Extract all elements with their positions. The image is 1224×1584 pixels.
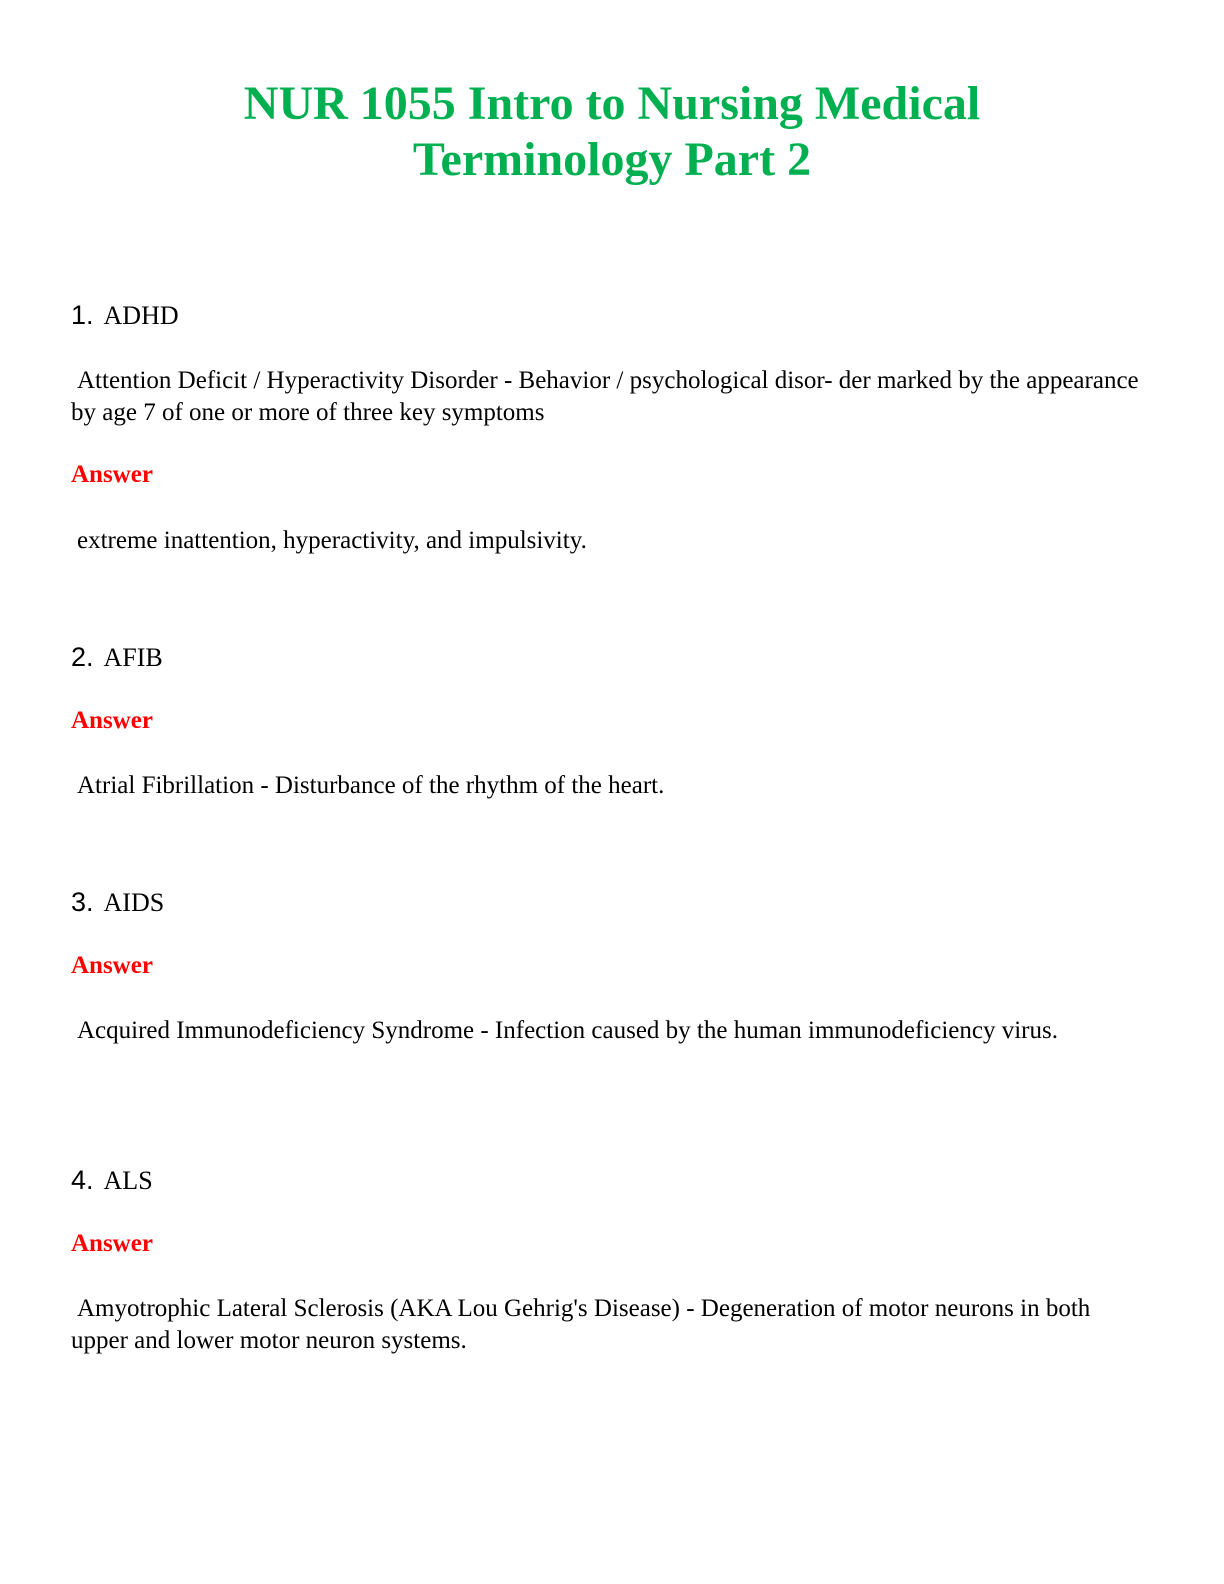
question-3-number: 3. [71, 887, 94, 917]
question-1-description: Attention Deficit / Hyperactivity Disorder - Behavior / psychological disor- der marked by the appearance by age 7 of one or more of three key symptoms [71, 367, 1139, 426]
question-2-number: 2. [71, 642, 94, 672]
question-4-answer-label: Answer [71, 1230, 153, 1257]
question-3-answer: Acquired Immunodeficiency Syndrome - Infection caused by the human immunodeficiency virus. [77, 1017, 1058, 1044]
question-3-answer-label: Answer [71, 952, 153, 979]
page-title-line-1: NUR 1055 Intro to Nursing Medical [243, 77, 981, 130]
question-2-heading [71, 642, 163, 673]
question-3-heading [71, 887, 164, 918]
question-2-term: AFIB [103, 643, 163, 672]
question-4-heading [71, 1165, 153, 1196]
page-title [0, 76, 1224, 188]
question-2-answer-label: Answer [71, 707, 153, 734]
question-2-answer: Atrial Fibrillation - Disturbance of the rhythm of the heart. [77, 772, 665, 799]
question-1-heading [71, 300, 179, 331]
question-1-answer-label: Answer [71, 461, 153, 488]
question-4-answer: Amyotrophic Lateral Sclerosis (AKA Lou Gehrig's Disease) - Degeneration of motor neurons in both upper and lower motor neuron systems. [71, 1295, 1091, 1354]
question-3-term: AIDS [103, 888, 165, 917]
question-4-term: ALS [103, 1166, 153, 1195]
question-1-term: ADHD [103, 301, 179, 330]
question-4-number: 4. [71, 1165, 94, 1195]
question-1-number: 1. [71, 300, 94, 330]
question-1-answer: extreme inattention, hyperactivity, and impulsivity. [77, 527, 587, 554]
page-title-line-2: Terminology Part 2 [412, 133, 812, 186]
